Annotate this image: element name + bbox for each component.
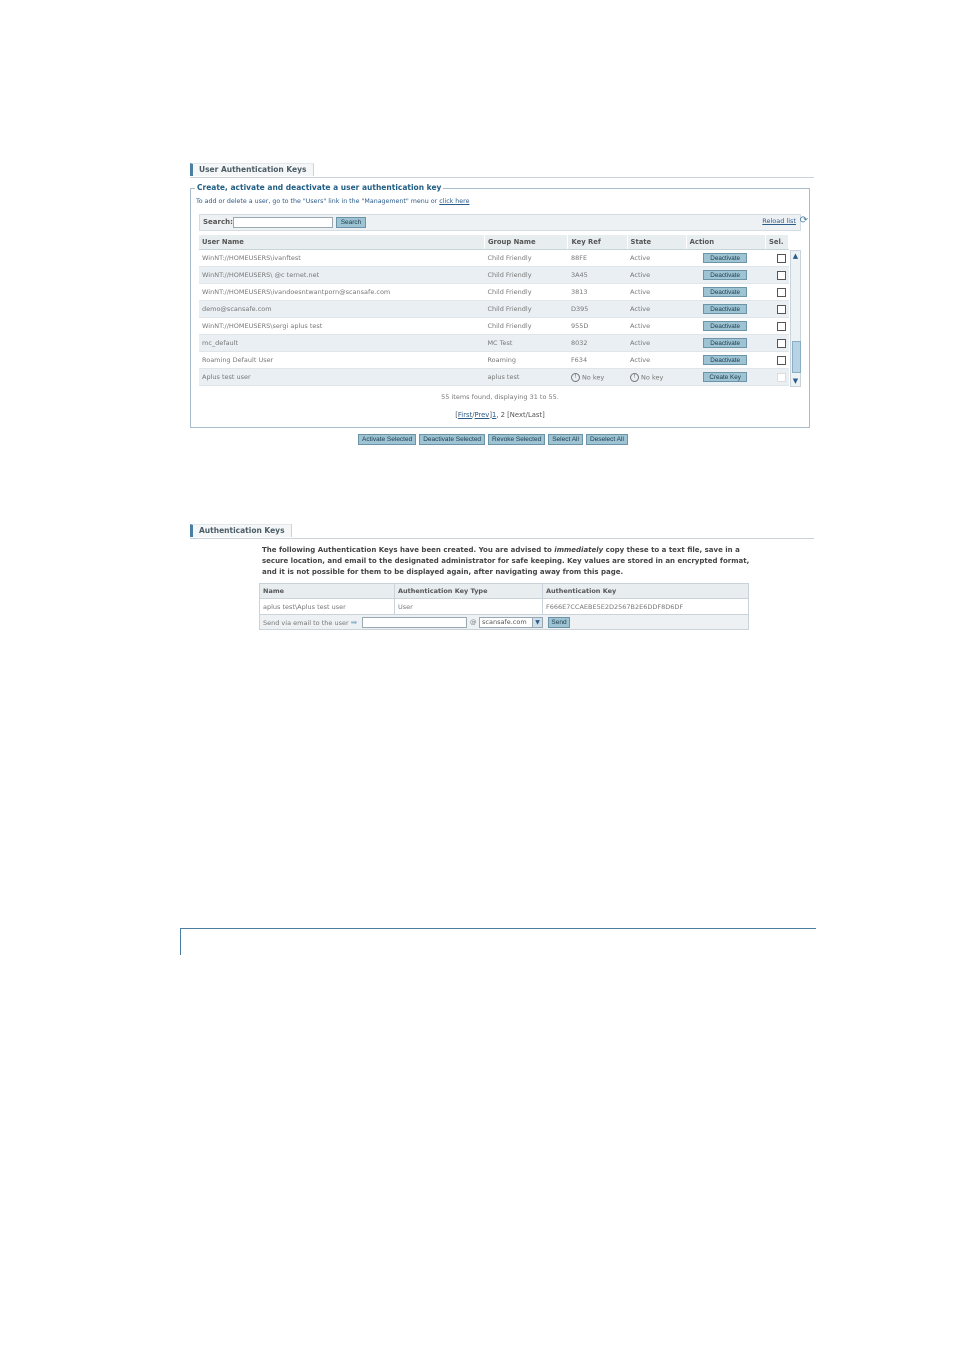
cell-key: F634 — [568, 352, 627, 369]
cell-group: Child Friendly — [484, 267, 568, 284]
col-name: Name — [260, 584, 395, 599]
cell-state: Active — [627, 250, 686, 267]
row-checkbox-disabled — [777, 373, 786, 382]
cell-state: Active — [627, 318, 686, 335]
table-row — [199, 284, 789, 301]
pager-next: Next — [509, 411, 526, 419]
no-key-text: No key — [581, 373, 605, 381]
domain-select[interactable] — [479, 617, 543, 628]
cell-select — [766, 335, 789, 352]
search-button[interactable]: Search — [336, 217, 366, 228]
deactivate-button[interactable]: Deactivate — [703, 253, 747, 263]
row-checkbox[interactable] — [777, 288, 786, 297]
col-select: Sel. — [766, 235, 789, 250]
cell-action — [686, 369, 765, 386]
col-state[interactable]: State — [627, 235, 686, 250]
domain-value: scansafe.com — [482, 618, 527, 626]
cell-user: WinNT://HOMEUSERS\ivanftest — [199, 250, 484, 267]
key-value: F666E7CCAEBE5E2D2567B2E6DDF8D6DF — [543, 599, 749, 615]
cell-group: aplus test — [484, 369, 568, 386]
user-keys-table — [199, 235, 789, 386]
hint-text — [196, 198, 470, 205]
pagination: [First/Prev]1, 2 [Next/Last] — [455, 411, 545, 419]
row-checkbox[interactable] — [777, 271, 786, 280]
create-key-button[interactable]: Create Key — [703, 372, 747, 382]
cell-key: 3813 — [568, 284, 627, 301]
cell-action — [686, 335, 765, 352]
chevron-down-icon[interactable]: ▼ — [532, 618, 542, 627]
search-input[interactable] — [233, 217, 333, 228]
col-auth-key: Authentication Key — [543, 584, 749, 599]
deactivate-button[interactable]: Deactivate — [703, 321, 747, 331]
pager-last: Last — [527, 411, 543, 419]
cell-group: Child Friendly — [484, 318, 568, 335]
select-all-button[interactable]: Select All — [548, 434, 583, 445]
send-label-text: Send via email to the user — [263, 619, 349, 627]
cell-action — [686, 267, 765, 284]
click-here-link[interactable]: click here — [439, 198, 470, 205]
cell-action — [686, 284, 765, 301]
user-auth-keys-header — [190, 163, 814, 178]
scroll-down-icon[interactable]: ▼ — [792, 377, 799, 385]
cell-select — [766, 352, 789, 369]
cell-group: MC Test — [484, 335, 568, 352]
footer-rule — [180, 928, 816, 929]
cell-state: Active — [627, 301, 686, 318]
table-row — [199, 369, 789, 386]
cell-select — [766, 301, 789, 318]
deactivate-button[interactable]: Deactivate — [703, 304, 747, 314]
cell-group: Child Friendly — [484, 301, 568, 318]
cell-key: 955D — [568, 318, 627, 335]
col-key-ref[interactable]: Key Ref — [568, 235, 627, 250]
table-row — [199, 335, 789, 352]
col-user-name[interactable]: User Name — [199, 235, 484, 250]
cell-select — [766, 284, 789, 301]
bulk-actions-bar — [358, 434, 628, 446]
auth-keys-table — [259, 583, 749, 615]
send-email-row — [259, 614, 749, 630]
table-row — [199, 352, 789, 369]
cell-user: WinNT://HOMEUSERS\sergi aplus test — [199, 318, 484, 335]
auth-keys-tab: Authentication Keys — [190, 524, 292, 537]
table-row — [199, 318, 789, 335]
activate-selected-button[interactable]: Activate Selected — [358, 434, 416, 445]
table-scrollbar[interactable] — [790, 250, 801, 387]
refresh-icon[interactable]: ⟳ — [799, 215, 808, 226]
cell-group: Roaming — [484, 352, 568, 369]
cell-action — [686, 250, 765, 267]
intro-emphasis: immediately — [554, 546, 604, 554]
pager-page-1[interactable]: 1 — [492, 411, 497, 419]
cell-select — [766, 318, 789, 335]
search-label: Search: — [203, 218, 233, 226]
deactivate-button[interactable]: Deactivate — [703, 355, 747, 365]
send-label — [263, 618, 357, 627]
deactivate-button[interactable]: Deactivate — [703, 287, 747, 297]
scroll-up-icon[interactable]: ▲ — [792, 252, 799, 260]
cell-action — [686, 352, 765, 369]
table-row — [199, 301, 789, 318]
cell-key: 8032 — [568, 335, 627, 352]
cell-select — [766, 250, 789, 267]
cell-state: Active — [627, 335, 686, 352]
revoke-selected-button[interactable]: Revoke Selected — [488, 434, 545, 445]
auth-keys-header — [190, 524, 814, 539]
deactivate-button[interactable]: Deactivate — [703, 338, 747, 348]
intro-part-1: The following Authentication Keys have been created. You are advised to — [262, 546, 555, 554]
key-name: aplus test\Aplus test user — [260, 599, 395, 615]
table-header-row — [199, 235, 789, 250]
cell-user: WinNT://HOMEUSERS\ @c ternet.net — [199, 267, 484, 284]
results-summary: 55 items found, displaying 31 to 55. — [441, 393, 559, 401]
deselect-all-button[interactable]: Deselect All — [586, 434, 628, 445]
email-user-input[interactable] — [362, 617, 467, 628]
row-checkbox[interactable] — [777, 322, 786, 331]
pager-current: 2 — [500, 411, 505, 419]
cell-key: D395 — [568, 301, 627, 318]
cell-user: Roaming Default User — [199, 352, 484, 369]
col-key-type: Authentication Key Type — [395, 584, 543, 599]
warning-icon: ! — [571, 373, 580, 382]
cell-key: 3A45 — [568, 267, 627, 284]
key-type: User — [395, 599, 543, 615]
no-key-state: No key — [641, 373, 664, 381]
warning-icon: ! — [630, 373, 639, 382]
row-checkbox[interactable] — [777, 254, 786, 263]
cell-group: Child Friendly — [484, 250, 568, 267]
cell-state: Active — [627, 267, 686, 284]
deactivate-button[interactable]: Deactivate — [703, 270, 747, 280]
intro-part-2: copy these to a text file, save in a secure location, and email to the designated administrator for safe keeping. Key values are stored in an encrypted format, and it is not possible for them to be displayed again, after navigating away from this page. — [262, 546, 750, 576]
deactivate-selected-button[interactable]: Deactivate Selected — [419, 434, 485, 445]
table-row — [199, 250, 789, 267]
reload-list-label: Reload list — [762, 217, 796, 225]
keys-header-row — [260, 584, 749, 599]
cell-user: WinNT://HOMEUSERS\ivandoesntwantporn@scansafe.com — [199, 284, 484, 301]
search-bar — [199, 214, 808, 231]
cell-state — [627, 369, 686, 386]
cell-key: 88FE — [568, 250, 627, 267]
keys-row — [260, 599, 749, 615]
at-sign: @ — [470, 618, 477, 626]
cell-key — [568, 369, 627, 386]
cell-user: Aplus test user — [199, 369, 484, 386]
row-checkbox[interactable] — [777, 339, 786, 348]
cell-state: Active — [627, 352, 686, 369]
footer-tick — [180, 928, 181, 955]
row-checkbox[interactable] — [777, 305, 786, 314]
cell-select — [766, 369, 789, 386]
pager-prev[interactable]: Prev — [474, 411, 490, 419]
reload-list-link[interactable] — [762, 215, 808, 226]
scroll-thumb[interactable] — [792, 341, 801, 373]
row-checkbox[interactable] — [777, 356, 786, 365]
table-row — [199, 267, 789, 284]
hint-prefix: To add or delete a user, go to the "Users" link in the "Management" menu or — [196, 198, 440, 205]
arrow-right-icon: ➡ — [350, 618, 358, 627]
cell-state: Active — [627, 284, 686, 301]
cell-user: mc_default — [199, 335, 484, 352]
cell-user: demo@scansafe.com — [199, 301, 484, 318]
col-group-name[interactable]: Group Name — [484, 235, 568, 250]
cell-group: Child Friendly — [484, 284, 568, 301]
auth-keys-intro — [262, 545, 750, 578]
cell-action — [686, 318, 765, 335]
cell-action — [686, 301, 765, 318]
cell-select — [766, 267, 789, 284]
panel-legend: Create, activate and deactivate a user authentication key — [197, 183, 442, 192]
send-button[interactable]: Send — [548, 617, 570, 628]
col-action: Action — [686, 235, 765, 250]
pager-first[interactable]: First — [457, 411, 473, 419]
user-auth-keys-tab: User Authentication Keys — [190, 163, 314, 176]
